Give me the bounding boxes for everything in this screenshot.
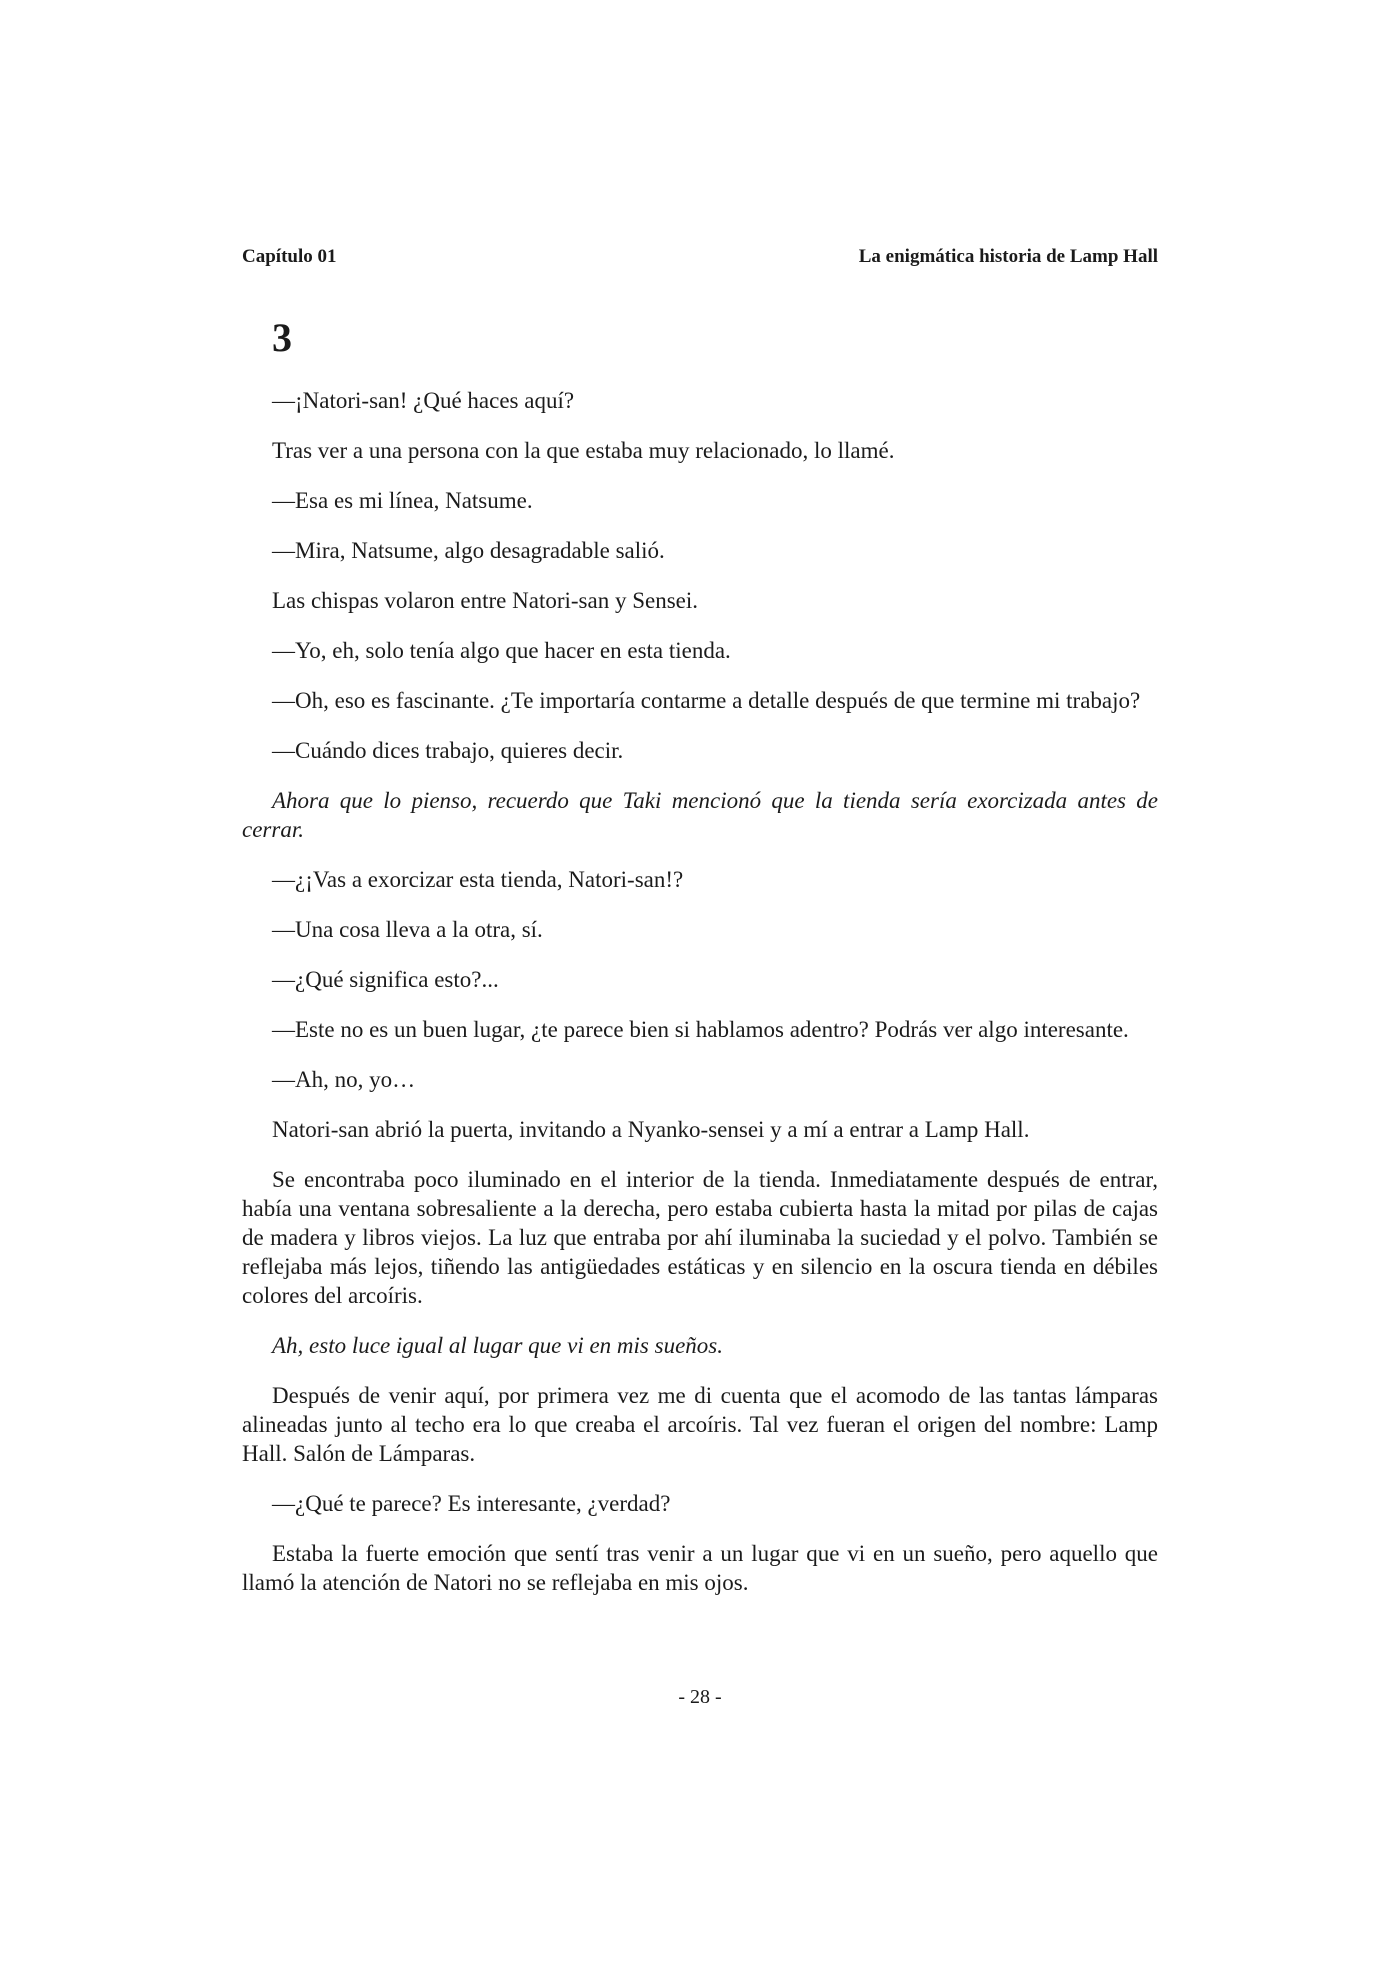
paragraph: Se encontraba poco iluminado en el interior de la tienda. Inmediatamente después de entrar, había una ventana sobresaliente a la derecha, pero estaba cubierta hasta la mitad por pilas de cajas de madera y libros viejos. La luz que entraba por ahí iluminaba la suciedad y el polvo. También se reflejaba más lejos, tiñendo las antigüedades estáticas y en silencio en la oscura tienda en débiles colores del arcoíris.	[242, 1167, 1158, 1308]
book-title: La enigmática historia de Lamp Hall	[858, 246, 1158, 267]
paragraph: —¿¡Vas a exorcizar esta tienda, Natori-san!?	[272, 867, 684, 892]
paragraph: Después de venir aquí, por primera vez me di cuenta que el acomodo de las tantas lámparas alineadas junto al techo era lo que creaba el arcoíris. Tal vez fueran el origen del nombre: Lamp Hall. Salón de Lámparas.	[242, 1383, 1158, 1466]
paragraph: —Una cosa lleva a la otra, sí.	[272, 917, 543, 942]
body-text	[242, 386, 1158, 1618]
paragraph: —Oh, eso es fascinante. ¿Te importaría contarme a detalle después de que termine mi trabajo?	[272, 688, 1141, 713]
paragraph: —Esa es mi línea, Natsume.	[272, 488, 533, 513]
chapter-label: Capítulo 01	[242, 246, 337, 267]
paragraph: Estaba la fuerte emoción que sentí tras venir a un lugar que vi en un sueño, pero aquello que llamó la atención de Natori no se reflejaba en mis ojos.	[242, 1541, 1158, 1595]
italic-paragraph: Ahora que lo pienso, recuerdo que Taki mencionó que la tienda sería exorcizada antes de cerrar.	[242, 788, 1158, 842]
paragraph: —¿Qué significa esto?...	[272, 967, 499, 992]
paragraph: —Mira, Natsume, algo desagradable salió.	[272, 538, 665, 563]
page-number: - 28 -	[678, 1686, 722, 1708]
italic-paragraph: Ah, esto luce igual al lugar que vi en mis sueños.	[272, 1333, 723, 1358]
paragraph: —Ah, no, yo…	[272, 1067, 416, 1092]
paragraph: —Yo, eh, solo tenía algo que hacer en esta tienda.	[272, 638, 731, 663]
section-number: 3	[272, 315, 292, 360]
paragraph: Tras ver a una persona con la que estaba muy relacionado, lo llamé.	[272, 438, 895, 463]
paragraph: —Este no es un buen lugar, ¿te parece bien si hablamos adentro? Podrás ver algo interesante.	[272, 1017, 1129, 1042]
paragraph: —Cuándo dices trabajo, quieres decir.	[272, 738, 624, 763]
paragraph: —¡Natori-san! ¿Qué haces aquí?	[272, 388, 575, 413]
paragraph: —¿Qué te parece? Es interesante, ¿verdad?	[272, 1491, 671, 1516]
paragraph: Las chispas volaron entre Natori-san y Sensei.	[272, 588, 699, 613]
paragraph: Natori-san abrió la puerta, invitando a Nyanko-sensei y a mí a entrar a Lamp Hall.	[272, 1117, 1030, 1142]
running-header	[242, 246, 1158, 268]
